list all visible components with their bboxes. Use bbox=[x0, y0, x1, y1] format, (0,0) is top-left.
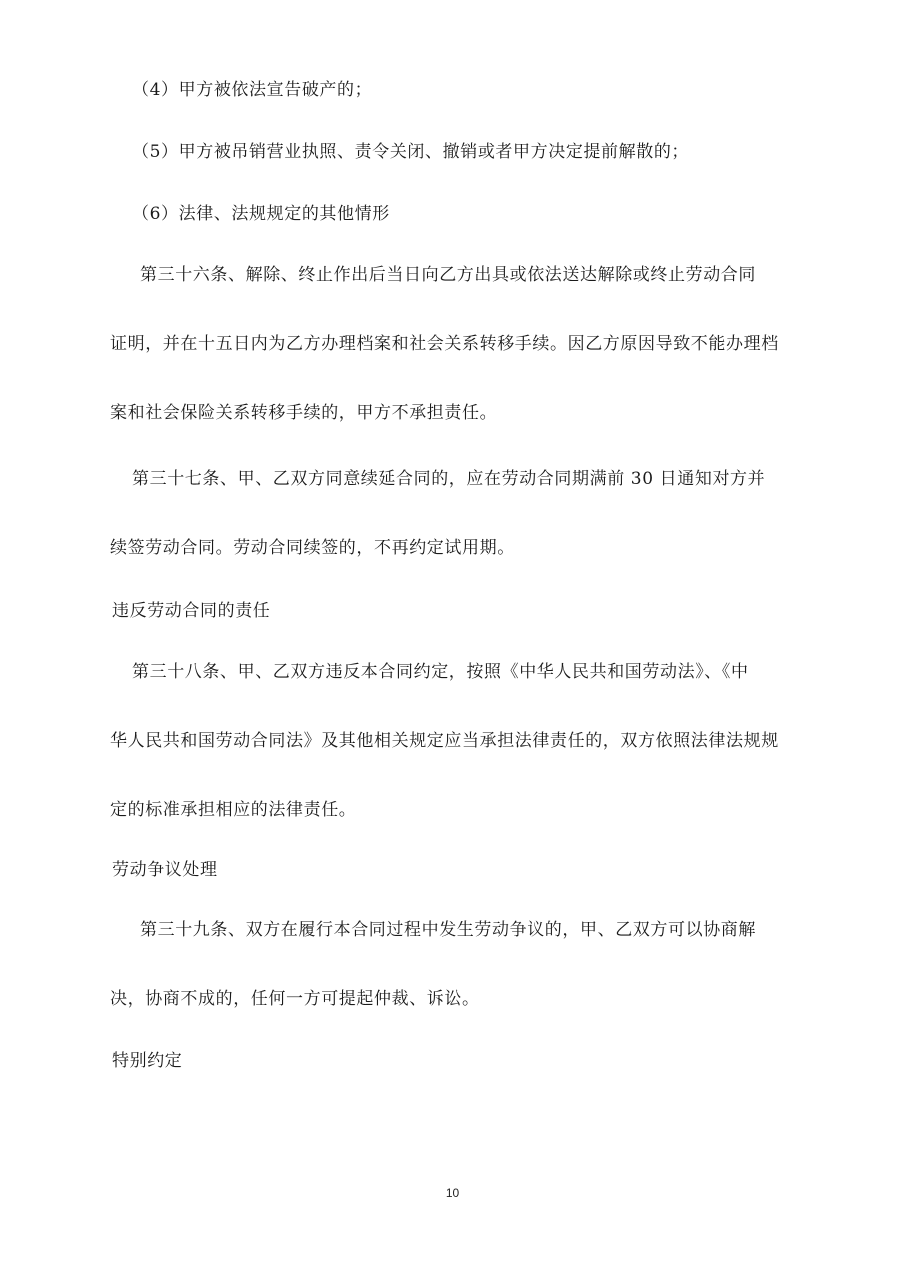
section-heading-special-agreement: 特别约定 bbox=[112, 1051, 183, 1071]
article-39-line-1: 第三十九条、双方在履行本合同过程中发生劳动争议的，甲、乙双方可以协商解 bbox=[140, 920, 756, 940]
clause-item-6: （6）法律、法规规定的其他情形 bbox=[132, 204, 390, 224]
clause-item-5: （5）甲方被吊销营业执照、责令关闭、撤销或者甲方决定提前解散的； bbox=[132, 142, 690, 162]
article-36-line-2: 证明，并在十五日内为乙方办理档案和社会关系转移手续。因乙方原因导致不能办理档 bbox=[110, 334, 779, 354]
article-39-line-2: 决，协商不成的，任何一方可提起仲裁、诉讼。 bbox=[110, 989, 480, 1009]
article-38-line-1: 第三十八条、甲、乙双方违反本合同约定，按照《中华人民共和国劳动法》、《中 bbox=[132, 662, 749, 682]
section-heading-breach-liability: 违反劳动合同的责任 bbox=[112, 601, 271, 621]
page-number: 10 bbox=[445, 1186, 460, 1200]
article-36-line-3: 案和社会保险关系转移手续的，甲方不承担责任。 bbox=[110, 403, 498, 423]
article-37-line-1: 第三十七条、甲、乙双方同意续延合同的，应在劳动合同期满前 30 日通知对方并 bbox=[132, 469, 766, 489]
article-38-line-3: 定的标准承担相应的法律责任。 bbox=[110, 800, 357, 820]
section-heading-labor-dispute: 劳动争议处理 bbox=[112, 860, 218, 880]
clause-item-4: （4）甲方被依法宣告破产的； bbox=[132, 80, 373, 100]
article-38-line-2: 华人民共和国劳动合同法》及其他相关规定应当承担法律责任的，双方依照法律法规规 bbox=[110, 731, 779, 751]
article-37-line-2: 续签劳动合同。劳动合同续签的，不再约定试用期。 bbox=[110, 538, 515, 558]
article-36-line-1: 第三十六条、解除、终止作出后当日向乙方出具或依法送达解除或终止劳动合同 bbox=[140, 265, 756, 285]
